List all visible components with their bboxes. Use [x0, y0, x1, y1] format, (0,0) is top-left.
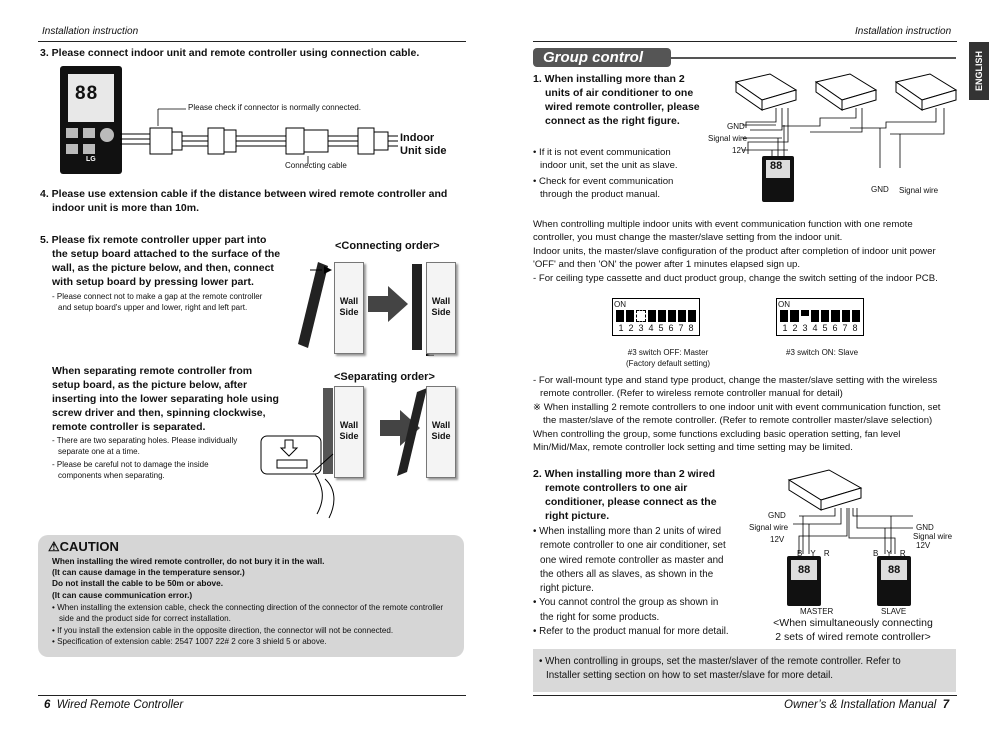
- separating-order-title: <Separating order>: [334, 371, 435, 383]
- gc-s1-line2: units of air conditioner to one: [545, 87, 694, 99]
- header-rule-right: [533, 41, 957, 42]
- step-5-line4: with setup board by pressing lower part.: [52, 276, 254, 288]
- page-number-left: 6: [44, 699, 51, 711]
- caution-main-lines: [52, 556, 324, 601]
- sep-note-4: components when separating.: [58, 471, 165, 480]
- wall-label: Wall: [431, 296, 451, 306]
- caution-line-3: Do not install the cable to be 50m or above.: [52, 578, 224, 589]
- step-5-line3: wall, as the picture below, and then, connect: [52, 262, 274, 274]
- dip-num: 2: [792, 323, 798, 333]
- caution-box: [38, 535, 464, 657]
- dip-cap1: #3 switch OFF: Master: [627, 348, 709, 357]
- step-5-line2: the setup board attached to the surface of the: [52, 248, 281, 260]
- dip-num: 8: [688, 323, 694, 333]
- header-rule-left: [38, 41, 466, 42]
- master-label: MASTER: [800, 607, 834, 616]
- gc-step-2-bullets: [533, 525, 729, 639]
- fig1-signal-wire: Signal wire: [708, 134, 748, 143]
- gc-s1-line4: connect as the right figure.: [545, 115, 680, 127]
- r-label: R: [823, 549, 830, 558]
- sep-note-1: - There are two separating holes. Please individually: [52, 436, 238, 445]
- fig2-12v: 12V: [770, 535, 785, 544]
- wall-label: Wall: [431, 420, 451, 430]
- footer-right: [784, 699, 949, 711]
- gc-s2-bullet-2: • You cannot control the group as shown in: [533, 597, 719, 609]
- side-tab-english: ENGLISH: [969, 42, 989, 100]
- note-line-1: • When controlling in groups, set the master/slaver of the remote controller. Refer to: [539, 656, 901, 667]
- b-label: B: [797, 549, 803, 558]
- y-label: Y: [886, 549, 892, 558]
- gc-paragraphs-2: [533, 374, 940, 454]
- caution-bullets: [52, 602, 443, 647]
- indoor-label-line1: Indoor: [400, 132, 435, 144]
- wall-side-panel-4: [426, 386, 456, 478]
- gc-para2-1: - For wall-mount type and stand type product, change the master/slave setting with the wireless: [533, 375, 938, 386]
- r-label: R: [899, 549, 906, 558]
- footer-rule-left: [38, 695, 466, 696]
- gc-s1-bullet-1b: indoor unit, set the unit as slave.: [540, 160, 678, 172]
- fig1-gnd: GND: [727, 122, 745, 131]
- fig1-signal-wire-bottom: Signal wire: [899, 186, 939, 195]
- separating-notes: [52, 435, 237, 481]
- sep-line3: inserting into the lower separating hole using: [52, 393, 279, 405]
- gc-s1-bullet-2: • Check for event communication: [533, 175, 674, 187]
- sep-line4: screw driver and then, spinning clockwise,: [52, 407, 266, 419]
- warning-triangle-icon: ⚠: [48, 539, 60, 554]
- group-control-title: Group control: [533, 48, 671, 67]
- gc-para2-3: ※ When installing 2 remote controllers to one indoor unit with event communication function, set: [533, 401, 941, 413]
- wall-side-panel-2: [426, 262, 456, 354]
- remote-brand-logo: LG: [86, 156, 96, 163]
- caution-title-text: CAUTION: [59, 539, 119, 554]
- footer-title-left: Wired Remote Controller: [56, 699, 184, 711]
- dip-num: 7: [842, 323, 848, 333]
- gc-s1-bullet-2b: through the product manual.: [540, 189, 661, 201]
- footer-left: [44, 699, 183, 711]
- dip-num: 3: [638, 323, 644, 333]
- fig1-12v: 12V: [732, 146, 747, 155]
- dip-cap1b: (Factory default setting): [625, 359, 711, 368]
- group-control-bar: [660, 57, 956, 59]
- step-5-note-1: - Please connect not to make a gap at the remote controller: [52, 292, 263, 301]
- caution-bullet-2: • If you install the extension cable in the opposite direction, the connector will not be connected.: [52, 625, 394, 635]
- remote-lcd-digits: 88: [75, 83, 99, 104]
- wall-side-panel-1: [334, 262, 364, 354]
- fig2-signal-wire: Signal wire: [749, 523, 789, 532]
- gc-para-1: When controlling multiple indoor units with event communication function with one remote: [533, 219, 913, 230]
- wall-label: Wall: [339, 420, 359, 430]
- gc-s1-bullet-1: • If it is not event communication: [533, 147, 671, 158]
- step-3-heading: 3. Please connect indoor unit and remote controller using connection cable.: [40, 47, 420, 59]
- step-5-line1: 5. Please fix remote controller upper part into: [40, 234, 267, 246]
- gc-para-3: Indoor units, the master/slave configuration of the product after completion of indoor unit power: [533, 245, 936, 257]
- side-label: Side: [339, 431, 359, 441]
- step-4-line2: indoor unit is more than 10m.: [52, 202, 200, 214]
- fig1-remote-lcd: 88: [770, 160, 783, 172]
- gc-para2-6: Min/Mid/Max, remote controller lock setting and time setting may be limited.: [533, 442, 853, 454]
- caution-title: [48, 539, 119, 555]
- footer-title-right: Owner’s & Installation Manual: [784, 699, 937, 711]
- gc-s2-line4: right picture.: [545, 510, 610, 522]
- footer-rule-right: [533, 695, 957, 696]
- gc-para2-5: When controlling the group, some functions excluding basic operation setting, fan level: [533, 428, 901, 440]
- connecting-cable-label: Connecting cable: [285, 161, 347, 170]
- step-5-notes: [52, 291, 262, 313]
- dip-num: 8: [852, 323, 858, 333]
- sep-note-3: - Please be careful not to damage the inside: [52, 460, 209, 469]
- b-label: B: [873, 549, 879, 558]
- gc-s2-line2: remote controllers to one air: [545, 482, 688, 494]
- dip-numbers: [616, 323, 696, 333]
- side-label: Side: [339, 307, 359, 317]
- caution-line-4: (It can cause communication error.): [52, 589, 193, 600]
- connecting-order-title: <Connecting order>: [335, 240, 440, 252]
- gc-para-2: controller, you must change the master/slave setting from the indoor unit.: [533, 232, 843, 244]
- fig2-byr-left: [797, 548, 830, 559]
- gc-para2-2: remote controller. (Refer to wireless remote controller manual for detail): [540, 388, 843, 400]
- connector-callout: Please check if connector is normally connected.: [188, 103, 361, 112]
- group-note-box: [533, 649, 956, 692]
- side-label: Side: [431, 431, 451, 441]
- wall-side-panel-3: [334, 386, 364, 478]
- gc-s2-bullet-1: • When installing more than 2 units of wired: [533, 526, 722, 537]
- dip-slave-caption: #3 switch ON: Slave: [786, 348, 859, 357]
- fig2-gnd-right: GND: [916, 523, 934, 532]
- caution-line-1: When installing the wired remote controller, do not bury it in the wall.: [52, 556, 325, 566]
- dip-switch-slave: [776, 298, 864, 336]
- group-note-text: [539, 655, 901, 683]
- fig2-caption-1: <When simultaneously connecting: [773, 617, 933, 629]
- indoor-label-line2: Unit side: [400, 145, 447, 157]
- side-label: Side: [431, 307, 451, 317]
- dip-on-label: ON: [778, 300, 790, 309]
- gc-s1-line3: wired remote controller, please: [545, 101, 700, 113]
- step-5-heading: [40, 233, 280, 289]
- dip-num: 1: [618, 323, 624, 333]
- fig2-caption: [768, 616, 938, 644]
- note-line-2: Installer setting section on how to set master/slave for more detail.: [546, 670, 833, 681]
- slave-label: SLAVE: [881, 607, 907, 616]
- dip-toggles: [780, 310, 860, 322]
- gc-s2-bullet-1c: one wired remote controller as master and: [540, 554, 724, 566]
- gc-s2-bullet-1b: remote controller to one air conditioner, set: [540, 540, 726, 552]
- header-right: Installation instruction: [855, 26, 952, 37]
- sep-line2: setup board, as the picture below, after: [52, 379, 248, 391]
- fig2-gnd: GND: [768, 511, 786, 520]
- gc-s2-bullet-1d: the others all as slaves, as shown in the: [540, 568, 714, 580]
- sep-line5: remote controller is separated.: [52, 421, 206, 433]
- gc-para-4: 'OFF' and then 'ON' the power after 1 minutes elapsed sign up.: [533, 259, 801, 271]
- step-4-heading: [40, 187, 447, 215]
- caution-line-2: (It can cause damage in the temperature sensor.): [52, 567, 245, 578]
- sep-note-2: separate one at a time.: [58, 447, 140, 456]
- dip-num: 6: [668, 323, 674, 333]
- dip-num: 2: [628, 323, 634, 333]
- gc-step-1-heading: [533, 72, 700, 128]
- step-5-note-2: and setup board's upper and lower, right and left part.: [58, 303, 248, 312]
- header-left: Installation instruction: [42, 26, 139, 37]
- dip-num: 4: [648, 323, 654, 333]
- dip-master-caption: [613, 347, 723, 369]
- connection-diagram: [58, 64, 458, 180]
- gc-paragraphs: [533, 218, 938, 285]
- dip-num: 7: [678, 323, 684, 333]
- page-number-right: 7: [942, 699, 950, 711]
- dip-num: 5: [822, 323, 828, 333]
- fig2-signal-wire-right: Signal wire: [913, 532, 953, 541]
- gc-para2-4: the master/slave of the remote controller. (Refer to remote controller master/slave selection): [543, 415, 933, 427]
- dip-on-label: ON: [614, 300, 626, 309]
- gc-s2-bullet-3: • Refer to the product manual for more detail.: [533, 626, 729, 638]
- caution-bullet-3: • Specification of extension cable: 2547 1007 22# 2 core 3 shield 5 or above.: [52, 636, 327, 646]
- caution-bullet-1b: side and the product side for correct installation.: [59, 614, 231, 624]
- dip-num: 4: [812, 323, 818, 333]
- dip-num: 5: [658, 323, 664, 333]
- dip-numbers: [780, 323, 860, 333]
- fig2-master-lcd: 88: [798, 564, 811, 576]
- dip-num: 1: [782, 323, 788, 333]
- dip-num: 6: [832, 323, 838, 333]
- gc-s1-line1: 1. When installing more than 2: [533, 73, 685, 85]
- fig2-byr-right: [873, 548, 906, 559]
- dip-toggles: [616, 310, 696, 322]
- dip-switch-master: [612, 298, 700, 336]
- gc-s2-line1: 2. When installing more than 2 wired: [533, 468, 716, 480]
- wall-label: Wall: [339, 296, 359, 306]
- gc-para-5: - For ceiling type cassette and duct product group, change the switch setting of the indoor PCB.: [533, 272, 938, 284]
- gc-s2-line3: conditioner, please connect as the: [545, 496, 717, 508]
- gc-step-1-bullets: [533, 146, 678, 202]
- fig1-gnd-bottom: GND: [871, 185, 889, 194]
- fig2-caption-2: 2 sets of wired remote controller>: [775, 631, 931, 643]
- gc-step-2-heading: [533, 467, 717, 523]
- sep-line1: When separating remote controller from: [52, 365, 253, 377]
- step-4-line1: 4. Please use extension cable if the distance between wired remote controller and: [40, 188, 448, 200]
- separating-heading: [52, 364, 279, 434]
- gc-s2-bullet-1e: right picture.: [540, 583, 594, 595]
- y-label: Y: [810, 549, 816, 558]
- dip-num: 3: [802, 323, 808, 333]
- caution-bullet-1: • When installing the extension cable, check the connecting direction of the connector of the remote controller: [52, 603, 444, 612]
- gc-s2-bullet-2b: the right for some products.: [540, 611, 660, 623]
- fig2-12v-right: 12V: [916, 541, 931, 550]
- indoor-unit-side-label: [400, 132, 446, 158]
- fig2-slave-lcd: 88: [888, 564, 901, 576]
